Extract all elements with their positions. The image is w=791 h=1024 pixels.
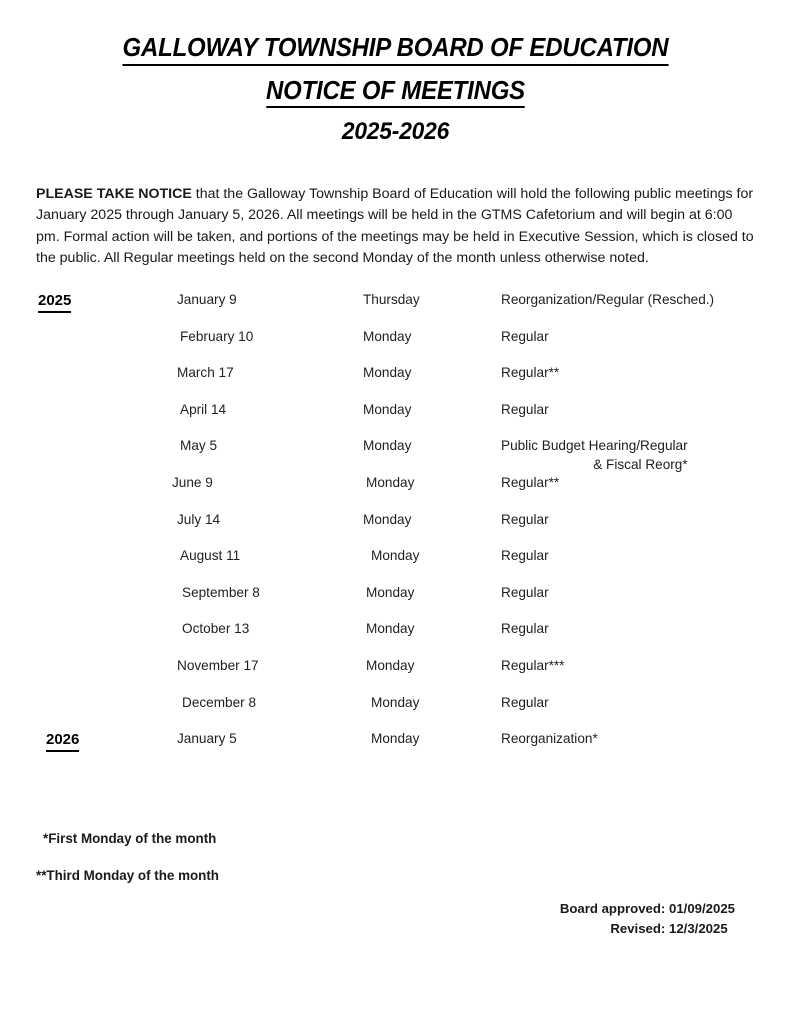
row-date: May 5 xyxy=(180,438,218,454)
board-approved-line xyxy=(560,899,753,919)
row-day: Monday xyxy=(371,731,420,747)
row-year-label: 2026 xyxy=(46,731,79,752)
row-date: April 14 xyxy=(180,401,227,417)
table-row xyxy=(0,731,791,768)
row-day: Monday xyxy=(366,657,415,673)
row-meeting-type: Regular xyxy=(501,694,549,710)
footnote-first-monday: *First Monday of the month xyxy=(43,831,217,846)
title-line-organization-text: GALLOWAY TOWNSHIP BOARD OF EDUCATION xyxy=(123,36,669,66)
row-date: December 8 xyxy=(182,694,257,710)
row-meeting-type: Regular** xyxy=(501,474,560,490)
footnote-third-monday: **Third Monday of the month xyxy=(36,868,219,883)
row-day: Monday xyxy=(371,548,420,564)
row-meeting-type: Regular xyxy=(501,328,549,344)
table-row xyxy=(0,438,791,475)
notice-paragraph xyxy=(36,184,756,269)
row-date: August 11 xyxy=(180,548,241,564)
table-row xyxy=(0,512,791,549)
board-approved-label: Board approved: xyxy=(559,901,666,916)
table-row xyxy=(0,329,791,366)
row-meeting-type: Regular xyxy=(501,621,549,637)
meeting-schedule-table xyxy=(0,292,791,768)
title-line-organization xyxy=(24,36,768,66)
revised-label: Revised: xyxy=(610,920,666,936)
table-row xyxy=(0,585,791,622)
row-meeting-type-main: Public Budget Hearing/Regular xyxy=(501,438,688,454)
board-approved-date: 01/09/2025 xyxy=(669,901,736,916)
revised-line xyxy=(560,919,753,939)
row-date: November 17 xyxy=(177,657,259,673)
notice-body-text: that the Galloway Township Board of Education will hold the following public meetings for January 2025 through January 5, 2026. All meetings will be held in the GTMS Cafetorium and will begin at 6:00 pm. Formal action will be taken, and portions of the meetings may be held in Executive Session, which is closed to the public. All Regular meetings held on the second Monday of the month unless otherwise noted. xyxy=(36,186,754,266)
table-row xyxy=(0,621,791,658)
row-meeting-type: Reorganization/Regular (Resched.) xyxy=(501,292,715,307)
row-date: July 14 xyxy=(177,511,221,527)
title-line-school-year: 2025-2026 xyxy=(341,118,450,145)
revised-date: 12/3/2025 xyxy=(669,920,728,936)
row-day: Monday xyxy=(363,511,412,527)
row-day: Monday xyxy=(363,438,412,454)
table-row xyxy=(0,365,791,402)
row-date: March 17 xyxy=(177,365,234,381)
row-day: Monday xyxy=(371,694,420,710)
title-line-notice xyxy=(24,76,768,109)
row-year-label: 2025 xyxy=(38,292,71,313)
table-row xyxy=(0,475,791,512)
row-day: Monday xyxy=(366,621,415,637)
row-day: Monday xyxy=(366,474,415,490)
row-date: January 5 xyxy=(177,731,237,747)
notice-lead-in: PLEASE TAKE NOTICE xyxy=(36,186,192,203)
table-row xyxy=(0,292,791,329)
table-row xyxy=(0,402,791,439)
row-day: Monday xyxy=(366,584,415,600)
row-meeting-type-subline: & Fiscal Reorg* xyxy=(593,456,688,472)
row-meeting-type: Reorganization* xyxy=(501,731,598,747)
table-row xyxy=(0,548,791,585)
row-day: Monday xyxy=(363,328,412,344)
row-meeting-type xyxy=(501,438,688,473)
table-row xyxy=(0,695,791,732)
row-day: Monday xyxy=(363,365,412,381)
row-meeting-type: Regular xyxy=(501,584,549,600)
approval-footer xyxy=(560,899,753,939)
row-meeting-type: Regular xyxy=(501,548,549,564)
row-meeting-type: Regular** xyxy=(501,365,560,381)
row-date: January 9 xyxy=(177,292,237,307)
table-row xyxy=(0,658,791,695)
row-date: June 9 xyxy=(172,474,213,490)
row-date: September 8 xyxy=(182,584,260,600)
row-meeting-type: Regular xyxy=(501,401,549,417)
footnotes-block xyxy=(36,831,219,905)
row-meeting-type: Regular xyxy=(501,511,549,527)
title-line-notice-text: NOTICE OF MEETINGS xyxy=(266,79,525,109)
row-day: Thursday xyxy=(363,292,420,307)
row-day: Monday xyxy=(363,401,412,417)
document-title-block xyxy=(0,36,791,144)
row-meeting-type: Regular*** xyxy=(501,657,565,673)
row-date: October 13 xyxy=(182,621,250,637)
row-date: February 10 xyxy=(180,328,254,344)
